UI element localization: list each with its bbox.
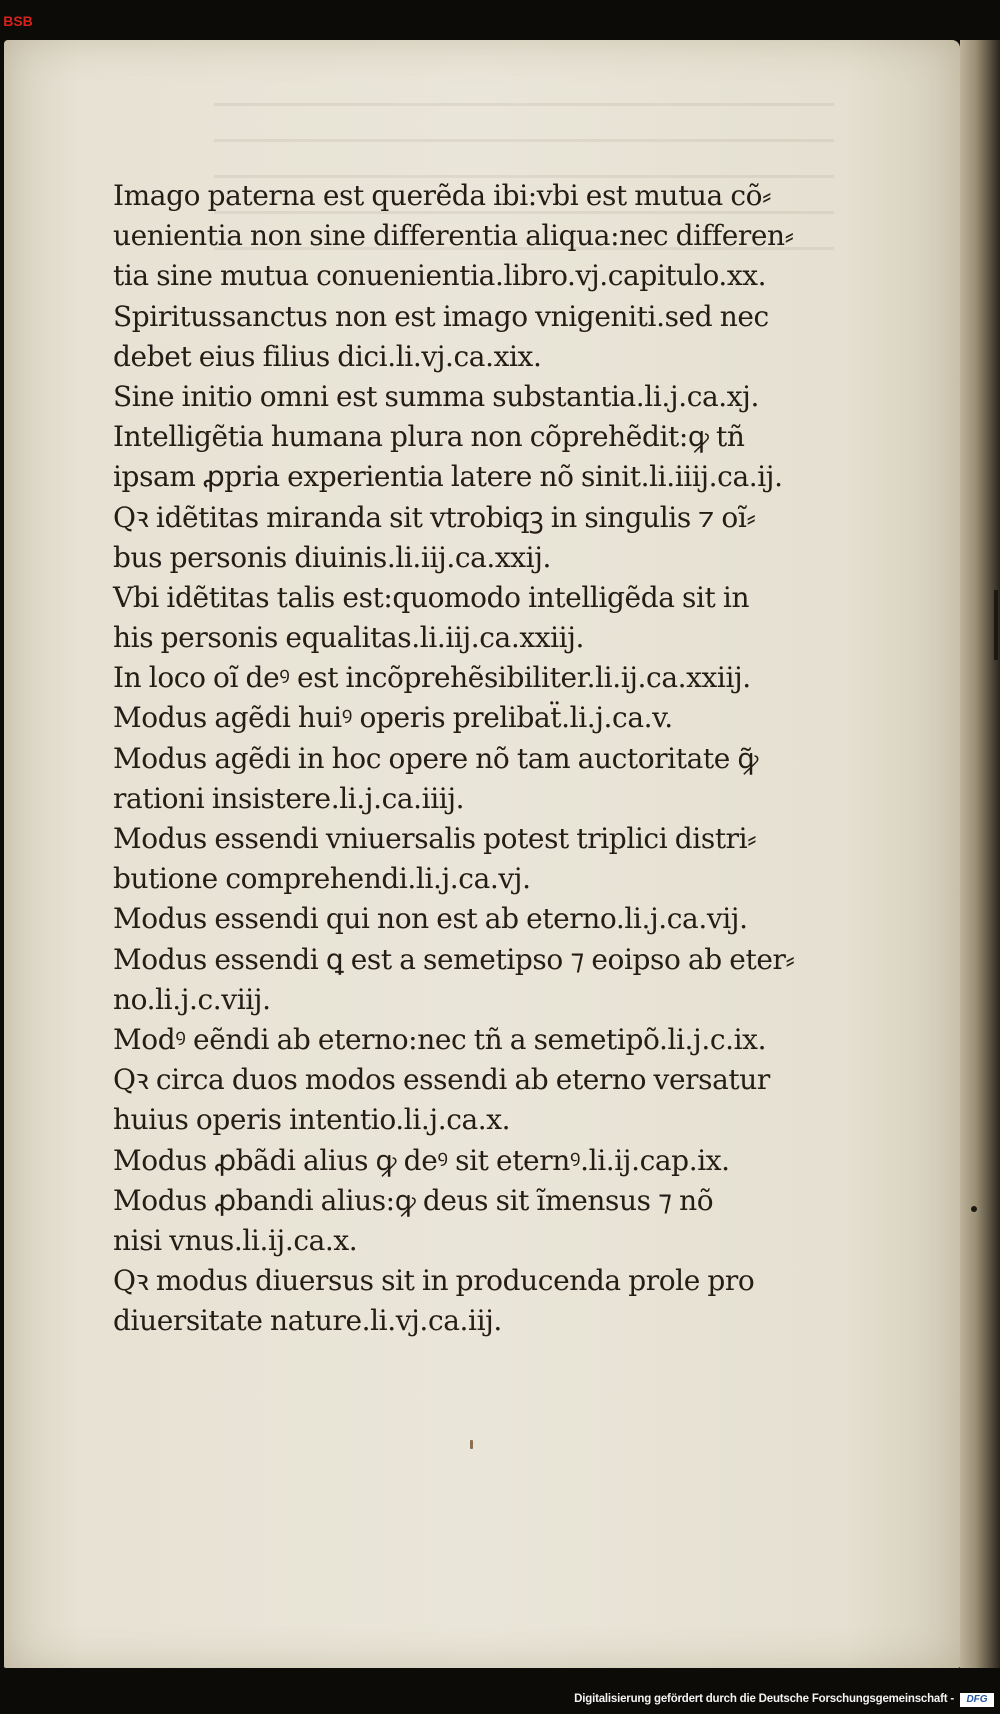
digitization-footer bbox=[0, 1686, 1000, 1714]
text-line-25: Modus ꝓbãdi alius ꝙ deꝰ sit eternꝰ.li.ij.cap.ix. bbox=[113, 1143, 730, 1177]
text-line-27: nisi vnus.li.ij.ca.x. bbox=[113, 1223, 358, 1257]
index-text-block bbox=[113, 176, 903, 1341]
text-line-13: In loco oĩ deꝰ est incõprehẽsibiliter.li.ij.ca.xxiij. bbox=[113, 661, 751, 695]
text-line-23: Qꝛ circa duos modos essendi ab eterno versatur bbox=[113, 1063, 770, 1097]
margin-mark bbox=[994, 590, 998, 660]
text-line-12: his personis equalitas.li.iij.ca.xxiij. bbox=[113, 621, 585, 655]
text-line-29: diuersitate nature.li.vj.ca.iij. bbox=[113, 1304, 502, 1338]
page-edge bbox=[960, 40, 1000, 1668]
text-line-4: Spiritussanctus non est imago vnigeniti.sed nec bbox=[113, 299, 769, 333]
footer-credit: Digitalisierung gefördert durch die Deutsche Forschungsgemeinschaft - bbox=[574, 1693, 954, 1705]
text-line-24: huius operis intentio.li.j.ca.x. bbox=[113, 1103, 511, 1137]
text-line-10: bus personis diuinis.li.iij.ca.xxij. bbox=[113, 540, 552, 574]
text-line-15: Modus agẽdi in hoc opere nõ tam auctoritate ꝙ̃ bbox=[113, 741, 759, 775]
ink-speck bbox=[971, 1206, 977, 1212]
text-line-6: Sine initio omni est summa substantia.li.j.ca.xj. bbox=[113, 379, 759, 413]
text-line-2: uenientia non sine differentia aliqua:nec differen⸗ bbox=[113, 219, 794, 253]
dfg-logo: DFG bbox=[960, 1693, 994, 1707]
text-line-17: Modus essendi vniuersalis potest triplici distri⸗ bbox=[113, 822, 757, 855]
text-line-3: tia sine mutua conuenientia.libro.vj.capitulo.xx. bbox=[113, 259, 767, 293]
bsb-badge: BSB bbox=[3, 13, 33, 29]
text-line-7: Intelligẽtia humana plura non cõprehẽdit:ꝙ tñ bbox=[113, 420, 745, 454]
text-line-1: Imago paterna est querẽda ibi:vbi est mutua cõ⸗ bbox=[113, 179, 772, 212]
ink-speck bbox=[470, 1440, 473, 1449]
text-line-11: Vbi idẽtitas talis est:quomodo intelligẽda sit in bbox=[113, 580, 750, 614]
text-line-26: Modus ꝓbandi alius:ꝙ deus sit ĩmensus ⁊ nõ bbox=[113, 1183, 714, 1217]
text-line-9: Qꝛ idẽtitas miranda sit vtrobiqꝫ in singulis ⁊ oĩ⸗ bbox=[113, 500, 756, 534]
text-line-21: no.li.j.c.viij. bbox=[113, 982, 271, 1016]
text-line-22: Modꝰ eẽndi ab eterno:nec tñ a semetipõ.li.j.c.ix. bbox=[113, 1022, 767, 1056]
text-line-8: ipsam ꝓpria experientia latere nõ sinit.li.iiij.ca.ij. bbox=[113, 460, 783, 494]
text-line-28: Qꝛ modus diuersus sit in producenda prole pro bbox=[113, 1264, 755, 1298]
text-line-14: Modus agẽdi huiꝰ operis prelibaẗ.li.j.ca.v. bbox=[113, 701, 673, 735]
text-line-5: debet eius filius dici.li.vj.ca.xix. bbox=[113, 339, 542, 373]
text-line-18: butione comprehendi.li.j.ca.vj. bbox=[113, 862, 531, 896]
text-line-19: Modus essendi qui non est ab eterno.li.j.ca.vij. bbox=[113, 902, 748, 936]
text-line-16: rationi insistere.li.j.ca.iiij. bbox=[113, 781, 465, 815]
text-line-20: Modus essendi ꝗ est a semetipso ⁊ eoipso ab eter⸗ bbox=[113, 942, 795, 976]
